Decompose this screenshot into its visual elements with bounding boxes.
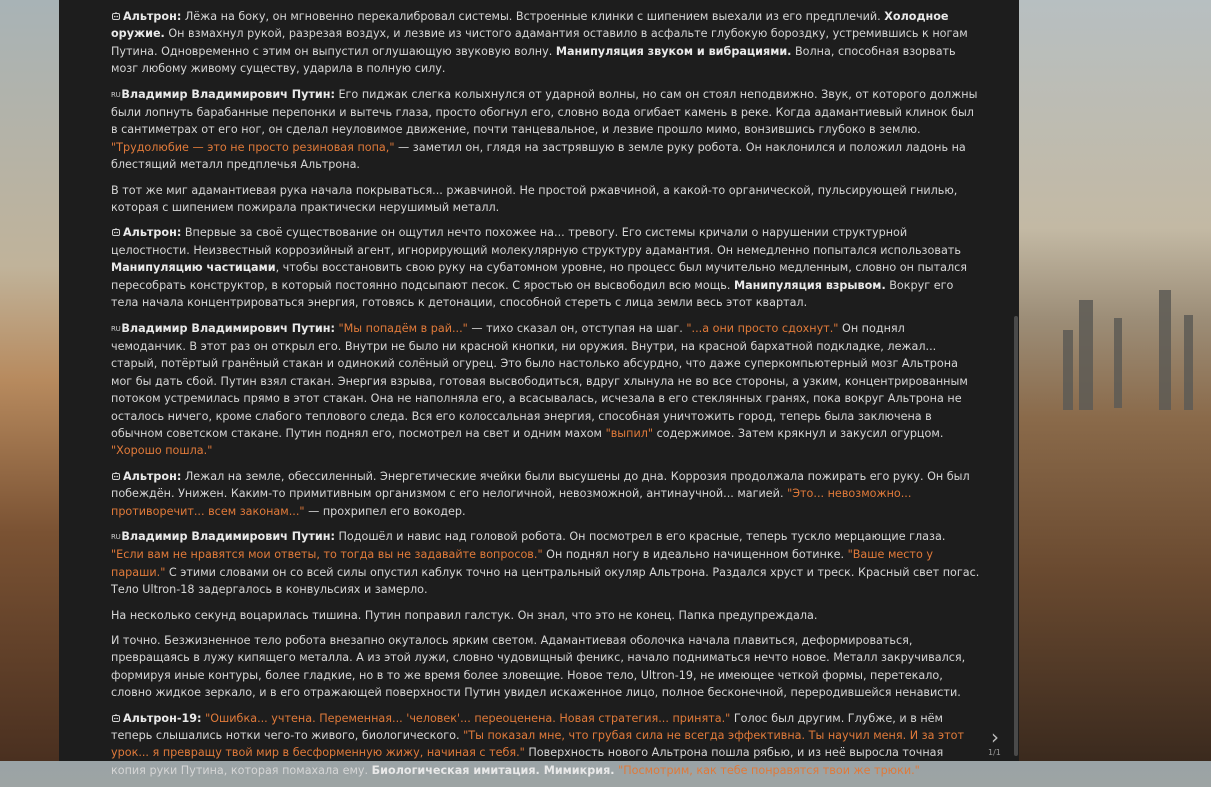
chevron-right-icon[interactable]: › [991, 725, 999, 749]
chat-message [111, 468, 981, 520]
robot-icon [111, 711, 121, 721]
message-list [111, 8, 981, 787]
chat-message [111, 528, 981, 599]
quote-text: "Ваше место у параши." [111, 548, 933, 579]
ability-name: Биологическая имитация. Мимикрия. [371, 763, 615, 777]
chat-message [111, 224, 981, 311]
quote-text: "Ты показал мне, что грубая сила не всегда эффективна. Ты научил меня. И за этот урок... я превращу твой мир в бесформенную жижу, начиная с тебя." [111, 729, 965, 760]
ability-name: Манипуляция звуком и вибрациями. [555, 44, 792, 58]
narration-text: С этими словами он со всей силы опустил каблук точно на центральный окуляр Альтрона. Раздался хруст и треск. Красный свет погас. Тело Ultron-18 задергалось в конвульсиях и замерло. [111, 565, 980, 597]
narration-text: Поверхность нового Альтрона пошла рябью, и из неё выросла точная копия руки Путина, которая помахала ему. [111, 746, 944, 777]
quote-text: "Это... невозможно... противоречит... всем законам..." [111, 487, 912, 518]
robot-icon [111, 469, 121, 479]
speaker-name: Владимир Владимирович Путин: [121, 529, 335, 543]
background-left [0, 0, 59, 761]
narration-text: Он поднял чемоданчик. В этот раз он открыл его. Внутри не было ни красной кнопки, ни оружия. Внутри, на красной бархатной подкладке, лежал... старый, потёртый гранёный стакан и одинокий солёный огурец. Это было настолько абсурдно, что даже суперкомпьютерный мозг Альтрона мог бы дать сбой. Путин взял стакан. Энергия взрыва, готовая высвободиться, вдруг хлынула не во все стороны, а узким, концентрированным потоком устремилась прямо в этот стакан. Она не наполняла его, а всасывалась, исчезала в его стеклянных гранях, пока вокруг Альтрона не осталось ничего, кроме слабого теплового следа. Вся его колоссальная энергия, способная уничтожить город, теперь была заключена в обычном советском стакане. Путин поднял его, посмотрел на свет и одним махом [111, 321, 968, 440]
narration-text: — прохрипел его вокодер. [304, 504, 466, 518]
narration-text: Лёжа на боку, он мгновенно перекалибровал системы. Встроенные клинки с шипением выехали из его предплечий. [184, 10, 885, 23]
background-right [1019, 0, 1211, 761]
narration-text: содержимое. Затем крякнул и закусил огурцом. [653, 426, 944, 440]
chat-message [111, 182, 981, 217]
ru-flag-icon: RU [111, 324, 121, 333]
narration-text: Он взмахнул рукой, разрезая воздух, и лезвие из чистого адамантия оставило в асфальте глубокую бороздку, устремившись к ногам Путина. Одновременно с этим он выпустил оглушающую звуковую волну. [111, 27, 968, 58]
chat-message [111, 710, 981, 780]
speaker-name: Альтрон-19: [123, 711, 202, 725]
robot-icon [111, 9, 121, 19]
chat-message [111, 320, 981, 460]
narration-text: Впервые за своё существование он ощутил нечто похожее на... тревогу. Его системы кричали о нарушении структурной целостности. Неизвестный коррозийный агент, игнорирующий молекулярную структуру адамантия. Он немедленно попытался использовать [111, 226, 961, 257]
quote-text: "Трудолюбие — это не просто резиновая попа," [111, 140, 395, 154]
quote-text: "Мы попадём в рай..." [338, 321, 468, 335]
narration-text: — тихо сказал он, отступая на шаг. [467, 321, 687, 335]
narration-text: Волна, способная взорвать мозг любому живому существу, ударила в полную силу. [111, 44, 956, 76]
quote-text: "выпил" [605, 426, 654, 440]
ru-flag-icon: RU [111, 532, 121, 541]
ability-name: Манипуляция взрывом. [733, 278, 886, 292]
narration-text: В тот же миг адамантиевая рука начала покрываться... ржавчиной. Не простой ржавчиной, а какой-то органической, пульсирующей гнилью, которая с шипением пожирала практически нерушимый металл. [111, 183, 958, 215]
robot-icon [111, 225, 121, 235]
narration-text: — заметил он, глядя на застрявшую в земле руку робота. Он наклонился и положил ладонь на блестящий металл предплечья Альтрона. [111, 140, 966, 172]
narration-text: , чтобы восстановить свою руку на субатомном уровне, но процесс был мучительно медленным, словно он пытался пересобрать конструктор, в который постоянно подсыпают песок. С яростью он высвободил всю мощь. [111, 261, 968, 292]
speaker-name: Владимир Владимирович Путин: [121, 87, 335, 101]
narration-text: Вокруг его тела начала концентрироваться энергия, готовясь к детонации, способной стереть с лица земли весь этот квартал. [111, 278, 954, 310]
quote-text: "Ошибка... учтена. Переменная... 'человек'... переоценена. Новая стратегия... принята." [205, 711, 731, 725]
ru-flag-icon: RU [111, 90, 121, 99]
quote-text: "Если вам не нравятся мои ответы, то тогда вы не задавайте вопросов." [111, 548, 543, 562]
chat-panel [59, 0, 1019, 777]
speaker-name: Альтрон: [123, 226, 182, 240]
narration-text: Подошёл и навис над головой робота. Он посмотрел в его красные, теперь тускло мерцающие глаза. [338, 529, 946, 543]
speaker-name: Альтрон: [123, 10, 182, 23]
chat-message [111, 607, 981, 624]
quote-text: "...а они просто сдохнут." [686, 321, 839, 335]
narration-text: На несколько секунд воцарилась тишина. Путин поправил галстук. Он знал, что это не конец. Папка предупреждала. [111, 608, 818, 622]
quote-text: "Хорошо пошла." [111, 444, 213, 458]
quote-text: "Посмотрим, как тебе понравятся твои же трюки." [618, 763, 920, 777]
ability-name: Холодное оружие. [111, 10, 949, 41]
page-indicator: 1/1 [988, 748, 1001, 757]
chat-message [111, 86, 981, 174]
speaker-name: Альтрон: [123, 469, 182, 483]
scrollbar[interactable] [1014, 316, 1018, 756]
narration-text: Голос был другим. Глубже, и в нём теперь слышались нотки чего-то живого, биологического. [111, 711, 943, 743]
chat-message [111, 632, 981, 702]
chat-message [111, 8, 981, 78]
narration-text: И точно. Безжизненное тело робота внезапно окуталось ярким светом. Адамантиевая оболочка начала плавиться, деформироваться, превращаясь в лужу кипящего металла. А из этой лужи, словно чудовищный феникс, начало подниматься нечто новое. Металл закручивался, формируя иные контуры, более гладкие, но в то же время более зловещие. Новое тело, Ultron-19, не имеющее четкой формы, перетекало, словно жидкое зеркало, и в его отражающей поверхности Путин увидел искаженное лицо, полное бесконечной, переродившейся ненависти. [111, 634, 966, 700]
narration-text: Лежал на земле, обессиленный. Энергетические ячейки были высушены до дна. Коррозия продолжала пожирать его руку. Он был побеждён. Унижен. Каким-то примитивным организмом с его нелогичной, невозможной, антинаучной... магией. [111, 469, 970, 501]
narration-text: Он поднял ногу в идеально начищенном ботинке. [542, 548, 848, 562]
ability-name: Манипуляцию частицами [111, 261, 276, 275]
speaker-name: Владимир Владимирович Путин: [121, 321, 335, 335]
narration-text: Его пиджак слегка колыхнулся от ударной волны, но сам он стоял неподвижно. Звук, от которого должны были лопнуть барабанные перепонки и вытечь глаза, просто обогнул его, словно вода огибает камень в реке. Когда адамантиевый клинок был в сантиметрах от его ног, он сделал неуловимое движение, почти танцевальное, и лезвие прошло мимо, вонзившись глубоко в землю. [111, 87, 978, 137]
